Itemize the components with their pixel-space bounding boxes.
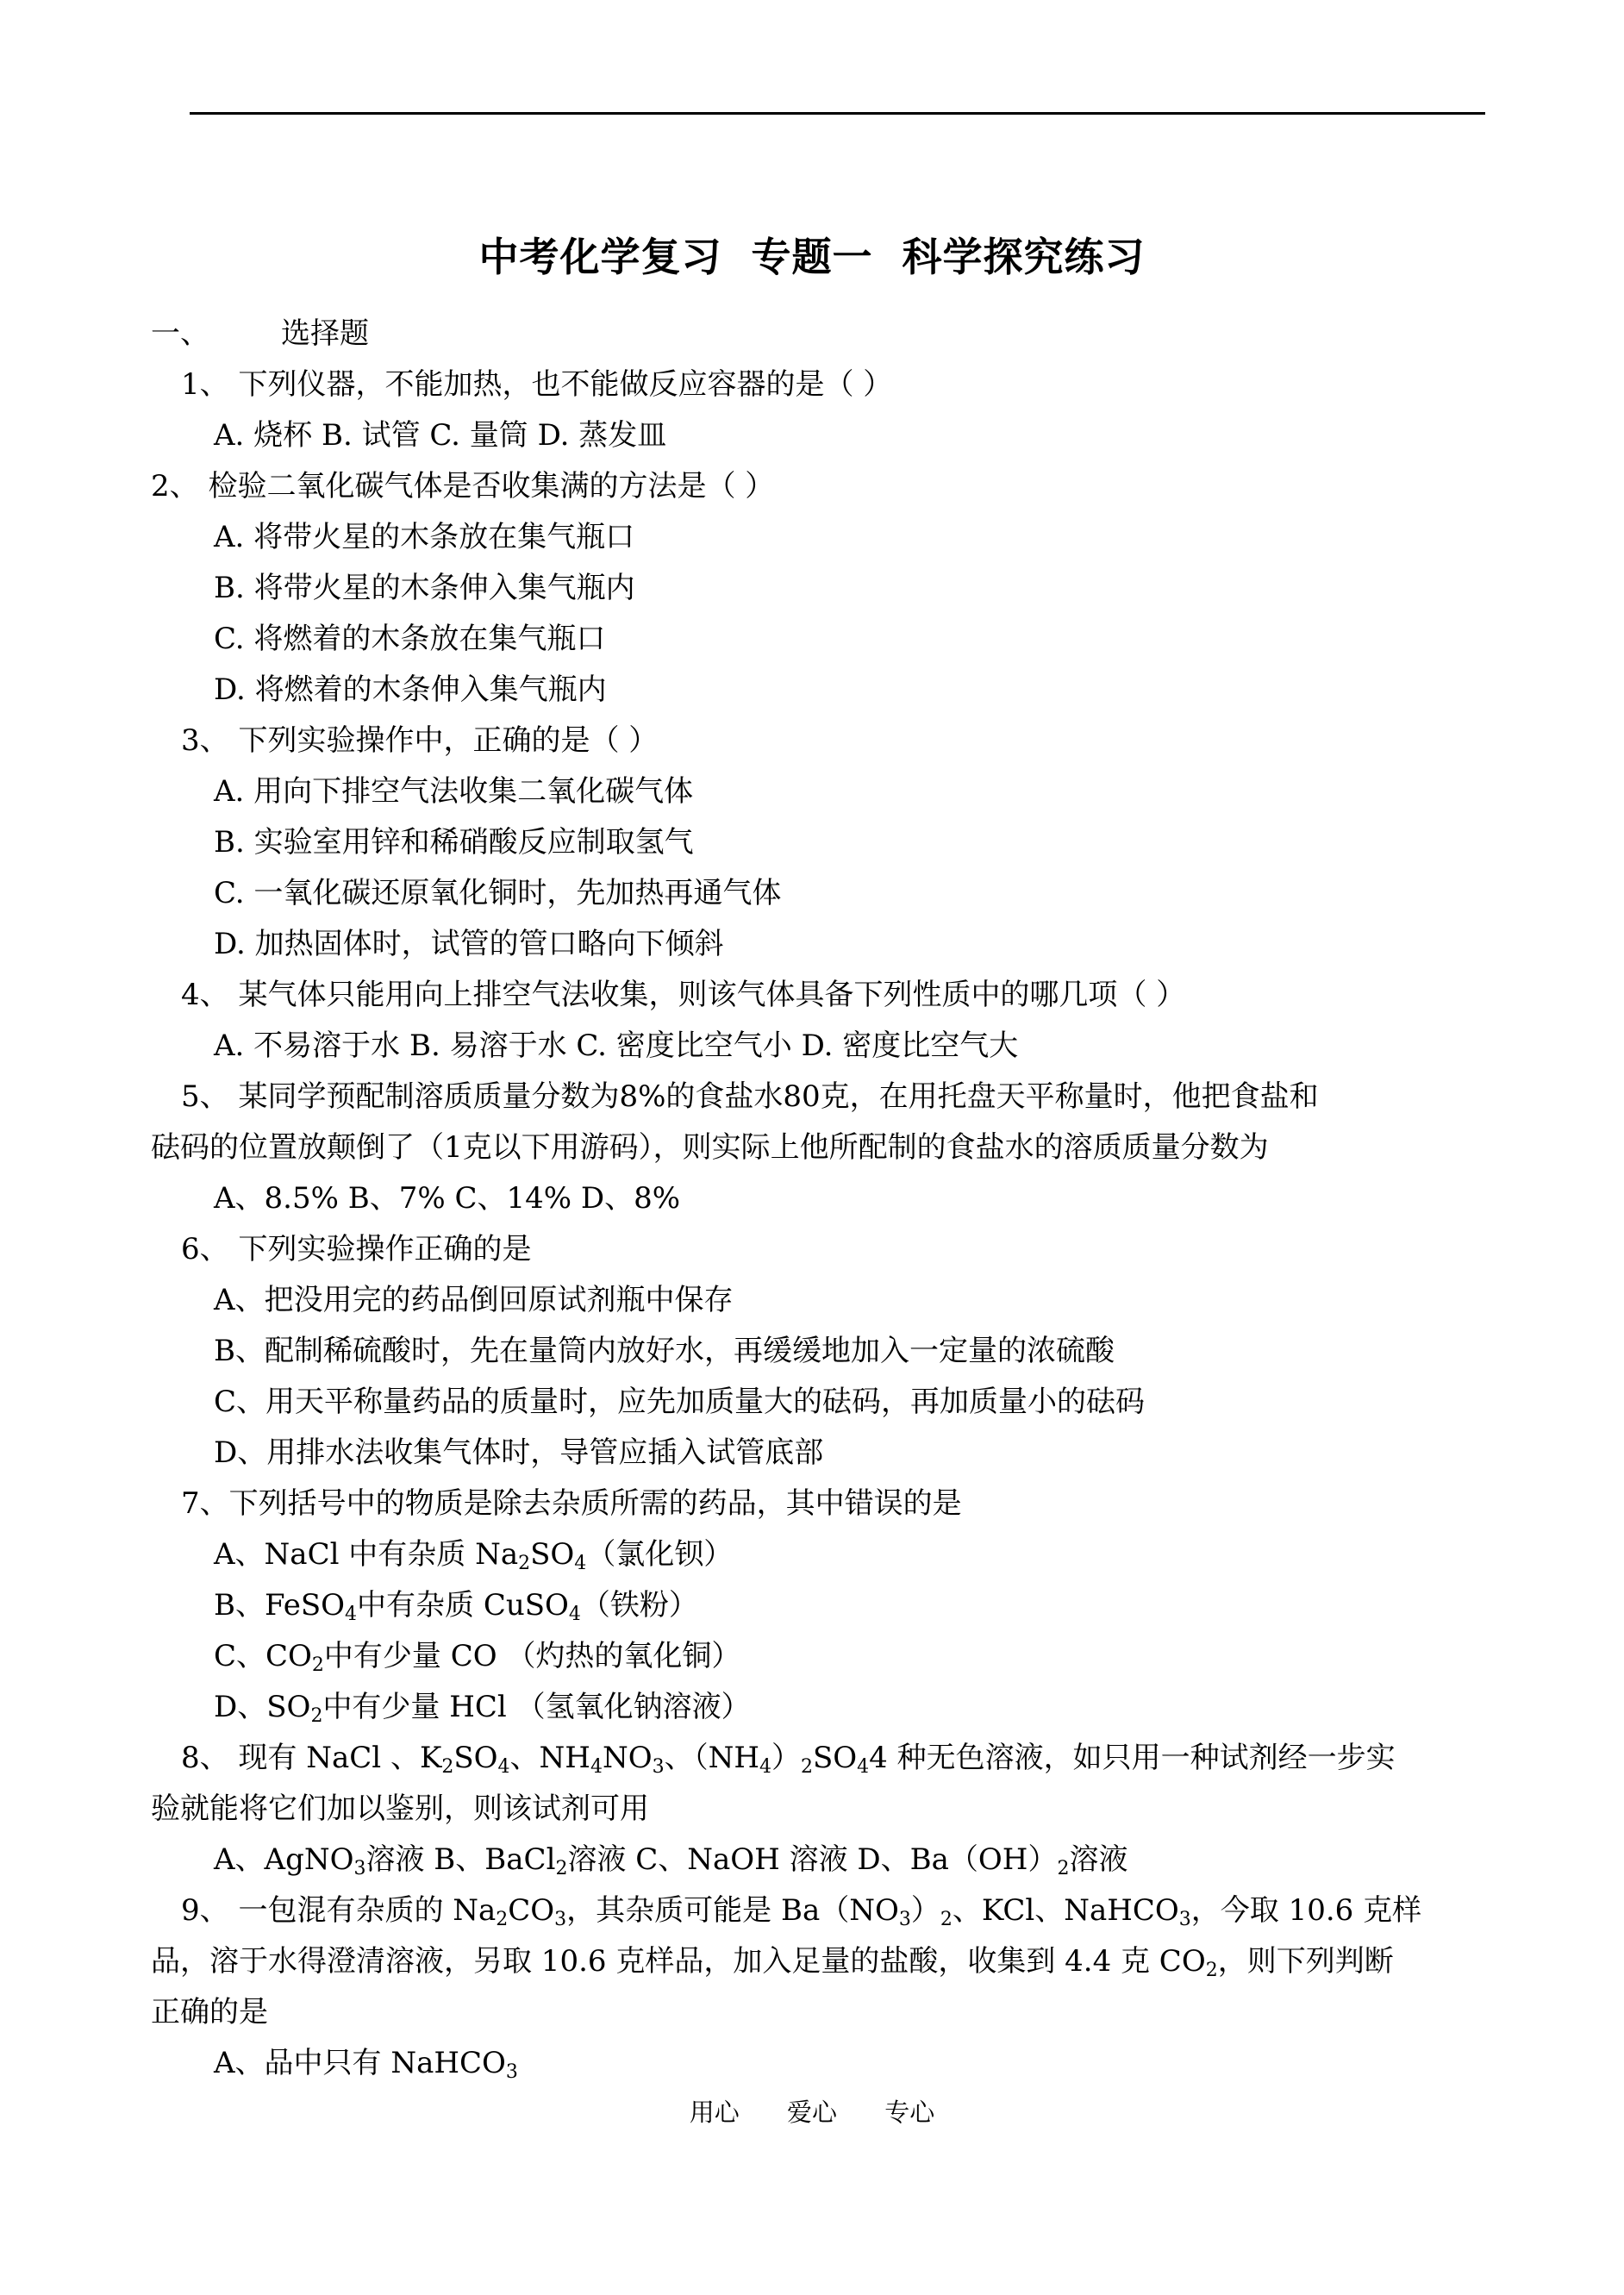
- question-3-stem: 3、 下列实验操作中，正确的是（ ）: [181, 723, 659, 758]
- section-label: 选择题: [281, 316, 369, 351]
- header-rule: [190, 112, 1485, 115]
- question-2-option-b: B. 将带火星的木条伸入集气瓶内: [214, 571, 635, 605]
- question-6-option-b: B、配制稀硫酸时，先在量筒内放好水，再缓缓地加入一定量的浓硫酸: [214, 1334, 1115, 1368]
- question-5-options: A、8.5% B、7% C、14% D、8%: [214, 1181, 681, 1216]
- question-9-line-2: 品，溶于水得澄清溶液，另取 10.6 克样品，加入足量的盐酸，收集到 4.4 克 $CO_2$，则下列判断: [151, 1944, 1394, 1981]
- question-2-stem: 2、 检验二氧化碳气体是否收集满的方法是（ ）: [151, 469, 775, 503]
- question-3-option-c: C. 一氧化碳还原氧化铜时，先加热再通气体: [214, 876, 782, 910]
- section-number: 一、: [151, 316, 209, 351]
- page-footer: 用心 爱心 专心: [689, 2098, 935, 2127]
- question-4-stem: 4、 某气体只能用向上排空气法收集，则该气体具备下列性质中的哪几项（ ）: [181, 978, 1186, 1012]
- question-1-stem: 1、 下列仪器，不能加热，也不能做反应容器的是（ ）: [181, 367, 893, 402]
- question-6-stem: 6、 下列实验操作正确的是: [181, 1232, 532, 1266]
- question-7-option-a: A、NaCl 中有杂质 $Na_2SO_4$（氯化钡）: [214, 1537, 734, 1574]
- question-9-line-1: 9、 一包混有杂质的 $Na_2CO_3$，其杂质可能是 $Ba(NO_3)_2$、KCl、NaHCO$_3$，今取 10.6 克样: [181, 1893, 1422, 1930]
- question-3-option-a: A. 用向下排空气法收集二氧化碳气体: [214, 774, 694, 809]
- question-3-option-d: D. 加热固体时，试管的管口略向下倾斜: [214, 927, 724, 961]
- question-4-options: A. 不易溶于水 B. 易溶于水 C. 密度比空气小 D. 密度比空气大: [214, 1029, 1019, 1063]
- page-title: 中考化学复习 专题一 科学探究练习: [478, 234, 1146, 280]
- question-6-option-a: A、把没用完的药品倒回原试剂瓶中保存: [214, 1283, 734, 1317]
- question-1-options: A. 烧杯 B. 试管 C. 量筒 D. 蒸发皿: [214, 418, 667, 453]
- question-6-option-d: D、用排水法收集气体时，导管应插入试管底部: [214, 1435, 824, 1470]
- question-7-stem: 7、下列括号中的物质是除去杂质所需的药品，其中错误的是: [181, 1486, 962, 1521]
- question-5-line-1: 5、 某同学预配制溶质质量分数为8%的食盐水80克，在用托盘天平称量时，他把食盐和: [181, 1079, 1319, 1114]
- question-8-options: A、AgNO$_3$溶液 B、BaCl$_2$溶液 C、NaOH 溶液 D、$Ba(OH)_2$溶液: [214, 1842, 1128, 1879]
- question-2-option-a: A. 将带火星的木条放在集气瓶口: [214, 520, 635, 554]
- question-3-option-b: B. 实验室用锌和稀硝酸反应制取氢气: [214, 825, 694, 860]
- question-2-option-d: D. 将燃着的木条伸入集气瓶内: [214, 672, 607, 707]
- question-9-option-a: A、品中只有 NaHCO$_3$: [214, 2046, 518, 2083]
- question-5-line-2: 砝码的位置放颠倒了（1克以下用游码），则实际上他所配制的食盐水的溶质质量分数为: [151, 1130, 1269, 1165]
- question-2-option-c: C. 将燃着的木条放在集气瓶口: [214, 622, 606, 656]
- question-6-option-c: C、用天平称量药品的质量时，应先加质量大的砝码，再加质量小的砝码: [214, 1385, 1146, 1419]
- question-8-line-1: 8、 现有 NaCl 、$K_2SO_4$、$NH_4NO_3$、$(NH_4)_2SO_44$ 种无色溶液，如只用一种试剂经一步实: [181, 1741, 1396, 1778]
- question-7-option-b: B、FeSO$_4$中有杂质 CuSO$_4$（铁粉）: [214, 1588, 698, 1625]
- question-7-option-c: C、$CO_2$中有少量 CO （灼热的氧化铜）: [214, 1639, 741, 1676]
- question-9-line-3: 正确的是: [151, 1995, 268, 2029]
- question-7-option-d: D、$SO_2$中有少量 HCl （氢氧化钠溶液）: [214, 1690, 751, 1727]
- question-8-line-2: 验就能将它们加以鉴别，则该试剂可用: [151, 1792, 649, 1826]
